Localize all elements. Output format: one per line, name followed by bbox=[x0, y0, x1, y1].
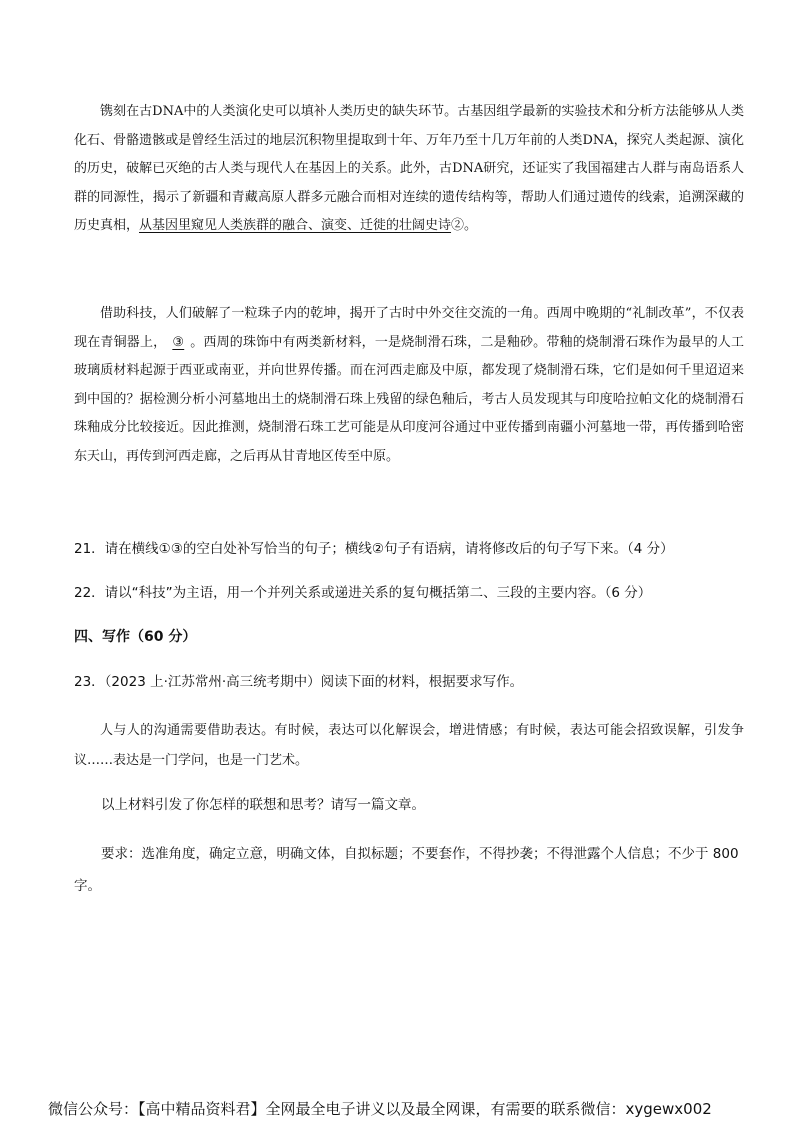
passage-p1-text: 镌刻在古DNA中的人类演化史可以填补人类历史的缺失环节。古基因组学最新的实验技术和分析方法能够从人类化石、骨骼遗骸或是曾经生活过的地层沉积物里提取到十年、万年乃至十几万年前的人类DNA，探究人类起源、演化的历史，破解已灭绝的古人类与现代人在基因上的关系。此外，古DNA研究，还证实了我国福建古人群与南岛语系人群的同源性，揭示了新疆和青藏高原人群多元融合而相对连续的遗传结构等，帮助人们通过遗传的线索，追溯深藏的历史真相， bbox=[74, 104, 744, 233]
blank-3: ③ bbox=[172, 334, 185, 350]
question-22: 22．请以“科技”为主语，用一个并列关系或递进关系的复句概括第二、三段的主要内容。（6 分） bbox=[74, 585, 652, 601]
passage-paragraph-1 bbox=[74, 98, 744, 241]
passage-paragraph-2 bbox=[74, 300, 744, 471]
passage-p2-before-blank: 借助科技，人们破解了一粒珠子内的乾坤，揭开了古时中外交往交流的一角。西周中晚期的“礼制改革”，不仅表现在青铜器上， bbox=[74, 306, 744, 350]
question-21: 21．请在横线①③的空白处补写恰当的句子；横线②句子有语病，请将修改后的句子写下来。（4 分） bbox=[74, 541, 674, 557]
writing-requirements: 要求：选准角度，确定立意，明确文体，自拟标题；不要套作，不得抄袭；不得泄露个人信息；不少于 800 字。 bbox=[74, 846, 739, 894]
question-23-header: 23．（2023 上·江苏常州·高三统考期中）阅读下面的材料，根据要求写作。 bbox=[74, 674, 524, 690]
blank-marker-2: ② bbox=[451, 218, 465, 233]
footer-ad-text: 微信公众号：【高中精品资料君】全网最全电子讲义以及最全网课，有需要的联系微信：xygewx002 bbox=[48, 1100, 712, 1118]
section-4-title: 四、写作（60 分） bbox=[74, 629, 197, 645]
writing-prompt: 以上材料引发了你怎样的联想和思考？请写一篇文章。 bbox=[101, 797, 425, 813]
passage-p2-after-blank: 。西周的珠饰中有两类新材料，一是烧制滑石珠，二是釉砂。带釉的烧制滑石珠作为最早的人工玻璃质材料起源于西亚或南亚，并向世界传播。而在河西走廊及中原，都发现了烧制滑石珠，它们是如何千里迢迢来到中国的？据检测分析小河墓地出土的烧制滑石珠上残留的绿色釉后，考古人员发现其与印度哈拉帕文化的烧制滑石珠釉成分比较接近。因此推测，烧制滑石珠工艺可能是从印度河谷通过中亚传播到南疆小河墓地一带，再传播到哈密东天山，再传到河西走廊，之后再从甘青地区传至中原。 bbox=[74, 334, 744, 464]
passage-p1-end: 。 bbox=[464, 218, 478, 233]
writing-material: 人与人的沟通需要借助表达。有时候，表达可以化解误会，增进情感；有时候，表达可能会招致误解，引发争议……表达是一门学问，也是一门艺术。 bbox=[74, 723, 744, 768]
underlined-sentence-2: 从基因里窥见人类族群的融合、演变、迁徙的壮阔史诗 bbox=[139, 218, 452, 233]
